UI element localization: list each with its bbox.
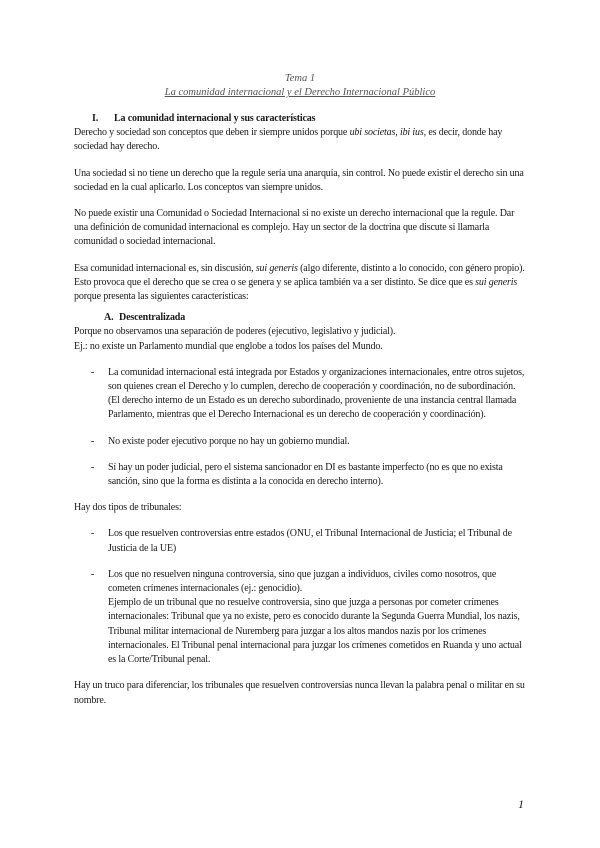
dash-bullet: - [91, 461, 95, 473]
line-2: Ej.: no existe un Parlamento mundial que englobe a todos los países del Mundo. [74, 340, 383, 352]
text-run: Esa comunidad internacional es, sin discusión, [74, 262, 256, 274]
dash-bullet: - [91, 435, 95, 447]
paragraph-1 [74, 126, 529, 154]
list-item [74, 527, 529, 555]
page-number: 1 [518, 797, 524, 811]
paragraph-2: Una sociedad si no tiene un derecho que la regule sería una anarquía, sin control. No puede existir el derecho sin una sociedad en la cual aplicarlo. Los conceptos van siempre unidos. [74, 167, 524, 193]
text-run: (algo diferente, distinto a lo conocido, con género propio). Esto provoca que el derecho que se crea o se genera y se aplica también va a ser distinto. Se dice que es [74, 262, 525, 288]
topic-subtitle: La comunidad internacional y el Derecho Internacional Público [164, 87, 436, 98]
section-heading-1 [74, 112, 529, 126]
dash-bullet: - [91, 568, 95, 580]
text-run: porque presenta las siguientes características: [74, 291, 249, 303]
list-item-text: Los que resuelven controversias entre estados (ONU, el Tribunal Internacional de Justicia; el Tribunal de Justicia de la UE) [108, 528, 512, 554]
list-item [74, 568, 529, 667]
document-body [74, 112, 529, 708]
list-item [74, 366, 529, 423]
tribunals-list [74, 527, 529, 555]
text-run: Derecho y sociedad son conceptos que deben ir siempre unidos porque [74, 127, 350, 139]
subsection-number: A. [104, 312, 114, 324]
subsection-heading-a [74, 311, 529, 325]
section-title: La comunidad internacional y sus características [114, 113, 316, 124]
section-number: I. [92, 113, 99, 124]
paragraph-3: No puede existir una Comunidad o Sociedad Internacional si no existe un derecho internacional que la regule. Dar una definición de comunidad internacional es complejo. Hay un sector de la doctrina que discute si llamarla comunidad o sociedad internacional. [74, 208, 515, 248]
text-run: es decir, donde hay sociedad hay derecho. [74, 127, 503, 153]
subsection-title: Descentralizada [119, 312, 186, 324]
tribunals-intro: Hay dos tipos de tribunales: [74, 502, 182, 514]
latin-phrase: ubi societas, ibi ius, [349, 127, 426, 139]
list-item-text: Los que no resuelven ninguna controversia, sino que juzgan a individuos, civiles como nosotros, que cometen crímenes internacionales (ej.: genocidio). [108, 568, 497, 595]
tribunals-list [74, 568, 529, 667]
list-item [74, 461, 529, 489]
italic-term: sui generis [475, 276, 518, 288]
characteristics-list [74, 461, 529, 489]
dash-bullet: - [91, 366, 95, 378]
closing-paragraph: Hay un truco para diferenciar, los tribunales que resuelven controversias nunca llevan la palabra penal o militar en su nombre. [74, 680, 525, 706]
list-item-text: No existe poder ejecutivo porque no hay un gobierno mundial. [108, 435, 350, 447]
line-1: Porque no observamos una separación de poderes (ejecutivo, legislativo y judicial). [74, 326, 396, 338]
tribunal-example: Ejemplo de un tribunal que no resuelve controversia, sino que juzga a personas por cometer crímenes internacionales: Tribunal que ya no existe, pero es conocido durante la Segunda Guerra Mundial, los nazis, Tribunal militar internacional de Nuremberg para juzgar a los altos mandos nazis por los crímenes internacionales. El Tribunal penal internacional para juzgar los crímenes cometidos en Ruanda y uno actual es la Corte/Tribunal penal. [108, 597, 522, 666]
list-item [74, 435, 529, 449]
list-item-text: La comunidad internacional está integrada por Estados y organizaciones internacionales, entre otros sujetos, son quienes crean el Derecho y lo cumplen, derecho de cooperación y coordinación, no de subordinación. (El derecho interno de un Estado es un derecho subordinado, proveniente de una instancia central llamada Parlamento, mientras que el Derecho Internacional es un derecho de cooperación y coordinación). [108, 366, 525, 421]
list-item-text: Sí hay un poder judicial, pero el sistema sancionador en DI es bastante imperfecto (no es que no exista sanción, sino que la forma es distinta a la conocida en derecho interno). [108, 461, 503, 488]
topic-title: Tema 1 [284, 73, 316, 84]
paragraph-4 [74, 262, 529, 305]
dash-bullet: - [91, 528, 95, 540]
characteristics-list [74, 435, 529, 449]
italic-term: sui generis [255, 262, 298, 274]
characteristics-list [74, 366, 529, 423]
